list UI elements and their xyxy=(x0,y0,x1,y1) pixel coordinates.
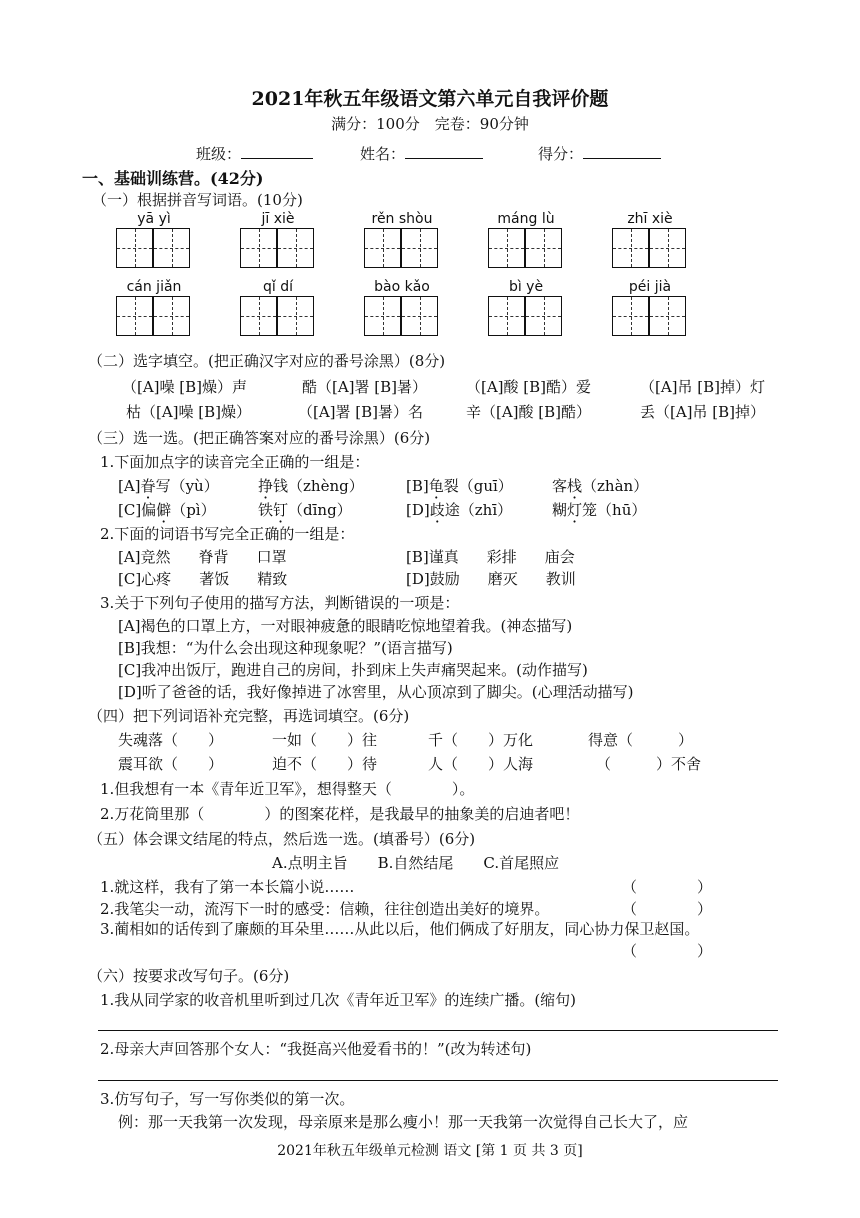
page-footer: 2021年秋五年级单元检测 语文 [第 1 页 共 3 页] xyxy=(277,1143,583,1159)
q5-sentence-2: 2.我笔尖一动，流泻下一时的感受：信赖，往往创造出美好的境界。 xyxy=(100,900,550,918)
q3-2-option-b[interactable]: [B]谨真 彩排 庙会 xyxy=(406,548,575,566)
q4-word[interactable]: 千（ ）万化 xyxy=(428,731,534,749)
q4-word[interactable]: 震耳欲（ ） xyxy=(118,755,224,773)
q6-title: （六）按要求改写句子。(6分) xyxy=(88,967,290,985)
q3-1-option-c2: 铁钉（dīng） xyxy=(258,501,352,519)
q4-title: （四）把下列词语补充完整，再选词填空。(6分) xyxy=(88,707,410,725)
q2-item: 酷（[A]署 [B]暑） xyxy=(302,378,428,396)
q2-item: （[A]吊 [B]掉）灯 xyxy=(640,378,766,396)
writing-cell[interactable] xyxy=(649,296,686,336)
q3-2-option-d[interactable]: [D]鼓励 磨灭 教训 xyxy=(406,570,576,588)
pinyin-label: cán jiǎn xyxy=(126,279,182,295)
writing-cell[interactable] xyxy=(649,228,686,268)
q3-1-option-a2: 挣钱（zhèng） xyxy=(258,477,364,495)
score-label: 得分： xyxy=(538,145,584,163)
q2-item: （[A]署 [B]暑）名 xyxy=(298,403,424,421)
class-field[interactable] xyxy=(196,143,313,164)
q3-1-option-d2: 糊灯笼（hū） xyxy=(552,501,647,519)
name-blank[interactable] xyxy=(405,144,483,159)
writing-cell[interactable] xyxy=(401,296,438,336)
answer-line-1[interactable] xyxy=(98,1030,778,1031)
q4-word[interactable]: （ ）不舍 xyxy=(596,755,702,773)
q5-sentence-1: 1.就这样，我有了第一本长篇小说…… xyxy=(100,878,355,896)
q5-options: A.点明主旨 B.自然结尾 C.首尾照应 xyxy=(272,854,560,872)
pinyin-label: péi jià xyxy=(628,279,672,295)
q1-title: （一）根据拼音写词语。(10分) xyxy=(92,191,303,209)
q2-item: （[A]噪 [B]燥）声 xyxy=(122,378,248,396)
q3-3-option-d[interactable]: [D]听了爸爸的话，我好像掉进了冰窖里，从心顶凉到了脚尖。(心理活动描写) xyxy=(118,683,634,701)
q3-1-option-b2: 客栈（zhàn） xyxy=(552,477,649,495)
q6-example: 例：那一天我第一次发现，母亲原来是那么瘦小！那一天我第一次觉得自己长大了，应 xyxy=(118,1113,689,1131)
q3-1-option-a[interactable]: [A]眷写（yù） xyxy=(118,477,219,495)
q6-item-3: 3.仿写句子，写一写你类似的第一次。 xyxy=(100,1090,355,1108)
pinyin-label: qǐ dí xyxy=(262,279,293,295)
writing-cell[interactable] xyxy=(612,228,649,268)
q4-sentence-2[interactable]: 2.万花筒里那（ ）的图案花样，是我最早的抽象美的启迪者吧！ xyxy=(100,805,580,823)
name-label: 姓名： xyxy=(360,145,406,163)
writing-cell[interactable] xyxy=(525,228,562,268)
score-blank[interactable] xyxy=(583,144,661,159)
q4-word[interactable]: 得意（ ） xyxy=(588,731,694,749)
pinyin-label: rěn shòu xyxy=(371,211,433,227)
q6-item-2: 2.母亲大声回答那个女人：“我挺高兴他爱看书的！”(改为转述句) xyxy=(100,1040,532,1058)
q3-2-option-a[interactable]: [A]竞然 脊背 口罩 xyxy=(118,548,287,566)
pinyin-label: bào kǎo xyxy=(374,279,430,295)
score-field[interactable] xyxy=(538,143,661,164)
q5-sentence-3: 3.蔺相如的话传到了廉颇的耳朵里……从此以后，他们俩成了好朋友，同心协力保卫赵国。 xyxy=(100,920,700,938)
writing-cell[interactable] xyxy=(277,228,314,268)
q2-item: 枯（[A]噪 [B]燥） xyxy=(126,403,252,421)
writing-cell[interactable] xyxy=(364,296,401,336)
q3-3-option-c[interactable]: [C]我冲出饭厅，跑进自己的房间，扑到床上失声痛哭起来。(动作描写) xyxy=(118,661,588,679)
q3-3-option-b[interactable]: [B]我想：“为什么会出现这种现象呢？”(语言描写) xyxy=(118,639,453,657)
q2-item: 辛（[A]酸 [B]酷） xyxy=(466,403,592,421)
writing-cell[interactable] xyxy=(153,296,190,336)
class-label: 班级： xyxy=(196,145,242,163)
q5-answer-3[interactable]: （ ） xyxy=(622,942,713,960)
q5-answer-2[interactable]: （ ） xyxy=(622,900,713,918)
q3-1-stem: 1.下面加点字的读音完全正确的一组是： xyxy=(100,453,370,471)
writing-cell[interactable] xyxy=(116,228,153,268)
q2-title: （二）选字填空。(把正确汉字对应的番号涂黑）(8分) xyxy=(88,352,446,370)
q4-word[interactable]: 人（ ）人海 xyxy=(428,755,534,773)
q4-word[interactable]: 迫不（ ）待 xyxy=(272,755,378,773)
writing-cell[interactable] xyxy=(401,228,438,268)
score-info: 满分：100分 完卷：90分钟 xyxy=(331,115,529,133)
q5-title: （五）体会课文结尾的特点，然后选一选。(填番号）(6分) xyxy=(88,830,476,848)
q5-answer-1[interactable]: （ ） xyxy=(622,878,713,896)
answer-line-2[interactable] xyxy=(98,1080,778,1081)
writing-cell[interactable] xyxy=(364,228,401,268)
q4-word[interactable]: 失魂落（ ） xyxy=(118,731,224,749)
class-blank[interactable] xyxy=(241,144,313,159)
writing-cell[interactable] xyxy=(488,296,525,336)
writing-cell[interactable] xyxy=(277,296,314,336)
q3-2-option-c[interactable]: [C]心疼 著饭 精致 xyxy=(118,570,288,588)
q2-item: （[A]酸 [B]酷）爱 xyxy=(466,378,592,396)
section1-title: 一、基础训练营。(42分) xyxy=(82,169,264,188)
writing-cell[interactable] xyxy=(612,296,649,336)
q3-3-stem: 3.关于下列句子使用的描写方法，判断错误的一项是： xyxy=(100,594,460,612)
pinyin-label: zhī xiè xyxy=(627,211,673,227)
page-title: 2021年秋五年级语文第六单元自我评价题 xyxy=(251,88,609,110)
q3-1-option-c[interactable]: [C]偏僻（pì） xyxy=(118,501,216,519)
writing-cell[interactable] xyxy=(488,228,525,268)
q3-title: （三）选一选。(把正确答案对应的番号涂黑）(6分) xyxy=(88,429,431,447)
writing-cell[interactable] xyxy=(240,228,277,268)
q3-2-stem: 2.下面的词语书写完全正确的一组是： xyxy=(100,525,355,543)
writing-cell[interactable] xyxy=(240,296,277,336)
q3-3-option-a[interactable]: [A]褐色的口罩上方，一对眼神疲惫的眼睛吃惊地望着我。(神态描写) xyxy=(118,617,573,635)
q3-1-option-b[interactable]: [B]龟裂（guī） xyxy=(406,477,513,495)
pinyin-label: máng lù xyxy=(497,211,555,227)
pinyin-label: yā yì xyxy=(137,211,171,227)
writing-cell[interactable] xyxy=(153,228,190,268)
q2-item: 丢（[A]吊 [B]掉） xyxy=(640,403,766,421)
name-field[interactable] xyxy=(360,143,483,164)
pinyin-label: jī xiè xyxy=(261,211,295,227)
pinyin-label: bì yè xyxy=(508,279,544,295)
q4-sentence-1[interactable]: 1.但我想有一本《青年近卫军》，想得整天（ ）。 xyxy=(100,780,475,798)
q3-1-option-d[interactable]: [D]歧途（zhī） xyxy=(406,501,513,519)
q4-word[interactable]: 一如（ ）往 xyxy=(272,731,378,749)
q6-item-1: 1.我从同学家的收音机里听到过几次《青年近卫军》的连续广播。(缩句) xyxy=(100,991,577,1009)
writing-cell[interactable] xyxy=(525,296,562,336)
writing-cell[interactable] xyxy=(116,296,153,336)
